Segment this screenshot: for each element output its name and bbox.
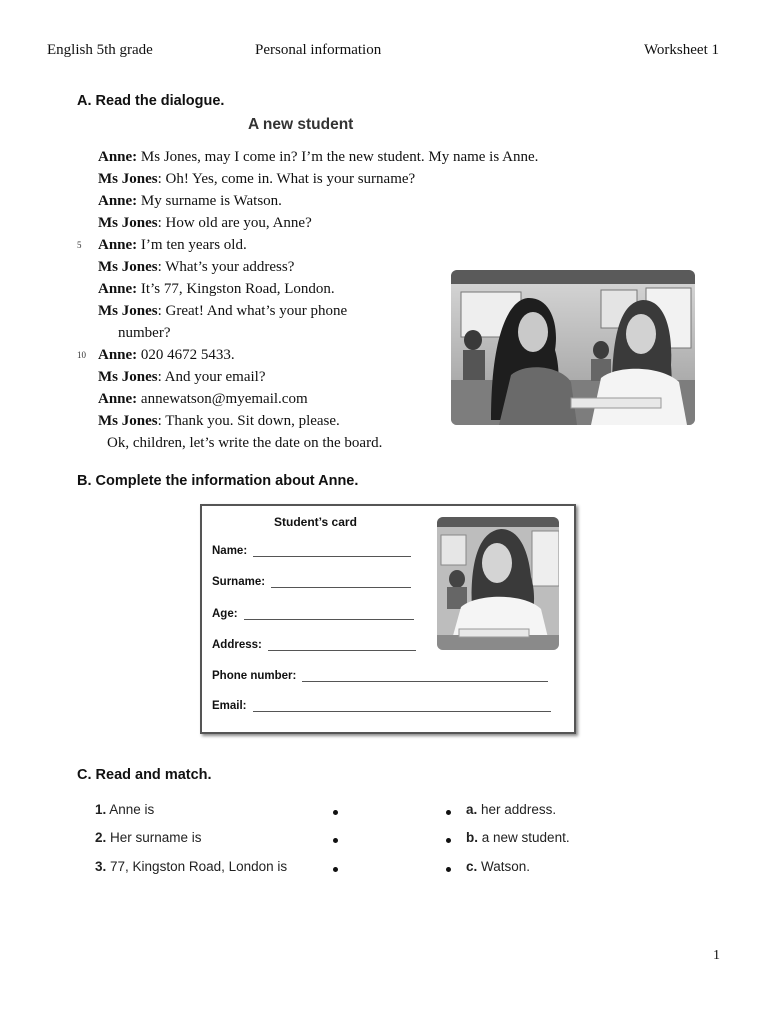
line-text: : Great! And what’s your phone (157, 303, 348, 319)
match-right-dot[interactable] (446, 838, 451, 843)
match-left-text: Anne is (109, 802, 155, 817)
speaker: Ms Jones (98, 215, 158, 231)
page-number: 1 (713, 948, 720, 963)
field-label: Surname: (212, 576, 266, 588)
line-text: : How old are you, Anne? (157, 215, 312, 231)
field-label: Age: (212, 608, 238, 620)
match-right-dot[interactable] (446, 810, 451, 815)
field-label: Email: (212, 700, 247, 712)
line-text: : Thank you. Sit down, please. (157, 413, 340, 429)
line-text: annewatson@myemail.com (137, 391, 308, 407)
header-worksheet: Worksheet 1 (643, 42, 719, 58)
email-field (212, 699, 551, 712)
line-text: Ms Jones, may I come in? I’m the new student. My name is Anne. (137, 149, 539, 165)
line-text: : Oh! Yes, come in. What is your surname? (157, 171, 416, 187)
dialogue-line (77, 234, 618, 256)
page-header (47, 42, 719, 62)
student-card (200, 504, 576, 734)
speaker: Anne: (98, 347, 138, 363)
age-field (212, 607, 414, 620)
field-label: Name: (212, 545, 248, 557)
match-right-text: a new student. (481, 830, 570, 845)
speaker: Anne: (98, 281, 138, 297)
match-left-dot[interactable] (333, 867, 338, 872)
match-right-text: Watson. (481, 859, 531, 874)
address-field (212, 638, 416, 651)
match-right-dot[interactable] (446, 867, 451, 872)
speaker: Anne: (98, 149, 138, 165)
line-number: 10 (77, 350, 86, 360)
speaker: Anne: (98, 391, 138, 407)
line-number: 5 (77, 240, 82, 250)
match-left-text: 77, Kingston Road, London is (110, 859, 288, 874)
phone-blank[interactable] (302, 669, 548, 682)
age-blank[interactable] (244, 607, 414, 620)
speaker: Ms Jones (98, 259, 158, 275)
name-blank[interactable] (253, 544, 411, 557)
field-label: Address: (212, 639, 262, 651)
match-left-text: Her surname is (110, 830, 202, 845)
dialogue-line (98, 146, 618, 168)
line-text: number? (118, 325, 171, 341)
section-c-title: C. Read and match. (77, 767, 212, 783)
dialogue-line (98, 190, 618, 212)
line-text: 020 4672 5433. (137, 347, 235, 363)
surname-blank[interactable] (271, 575, 411, 588)
phone-field (212, 669, 548, 682)
section-a-title: A. Read the dialogue. (77, 93, 225, 109)
dialogue-line (98, 432, 618, 454)
line-text: It’s 77, Kingston Road, London. (137, 281, 335, 297)
email-blank[interactable] (253, 699, 551, 712)
dialogue-line (98, 212, 618, 234)
surname-field (212, 575, 411, 588)
speaker: Ms Jones (98, 369, 158, 385)
field-label: Phone number: (212, 670, 297, 682)
card-title: Student’s card (274, 515, 357, 529)
header-topic: Personal information (255, 42, 382, 58)
match-left-dot[interactable] (333, 838, 338, 843)
name-field (212, 544, 411, 557)
match-row: 2. Her surname is b. a new student. (95, 830, 570, 845)
line-text: Ok, children, let’s write the date on the board. (107, 435, 383, 451)
header-subject: English 5th grade (47, 42, 153, 58)
line-text: : And your email? (157, 369, 266, 385)
story-title: A new student (248, 116, 354, 133)
speaker: Ms Jones (98, 303, 158, 319)
dialogue-line (98, 168, 618, 190)
match-row: 3. 77, Kingston Road, London is c. Watson. (95, 859, 531, 874)
classroom-photo-icon (451, 270, 695, 425)
speaker: Ms Jones (98, 413, 158, 429)
speaker: Anne: (98, 237, 138, 253)
line-text: : What’s your address? (157, 259, 295, 275)
student-portrait-icon (437, 517, 559, 650)
address-blank[interactable] (268, 638, 416, 651)
match-right-text: her address. (481, 802, 557, 817)
line-text: My surname is Watson. (137, 193, 282, 209)
match-row: 1. Anne is a. her address. (95, 802, 557, 817)
speaker: Ms Jones (98, 171, 158, 187)
section-b-title: B. Complete the information about Anne. (77, 473, 359, 489)
line-text: I’m ten years old. (137, 237, 247, 253)
speaker: Anne: (98, 193, 138, 209)
match-left-dot[interactable] (333, 810, 338, 815)
